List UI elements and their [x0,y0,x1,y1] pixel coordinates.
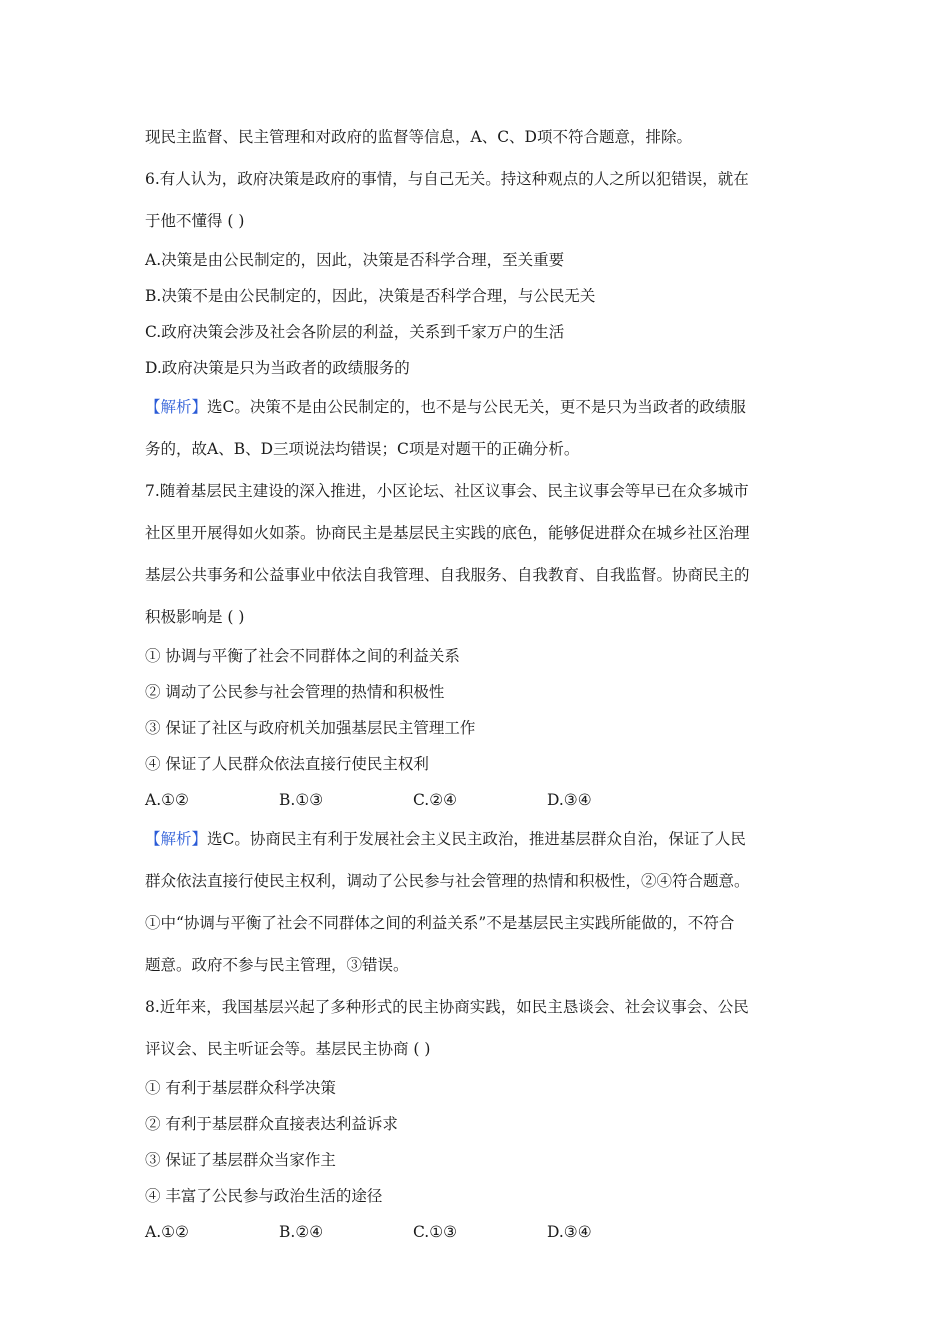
q6-option-b: B.决策不是由公民制定的，因此，决策是否科学合理，与公民无关 [145,287,596,305]
q8-option-a: A.①② [145,1223,189,1241]
q6-stem-line-1: 6.有人认为，政府决策是政府的事情，与自己无关。持这种观点的人之所以犯错误，就在 [145,170,749,188]
q8-option-b: B.②④ [279,1223,324,1241]
q8-stem-line-2: 评议会、民主听证会等。基层民主协商 ( ) [145,1040,431,1058]
q7-analysis-line-2: 群众依法直接行使民主权利，调动了公民参与社会管理的热情和积极性，②④符合题意。 [145,872,750,890]
q7-analysis-line-3: ①中“协调与平衡了社会不同群体之间的利益关系”不是基层民主实践所能做的，不符合 [145,914,735,932]
q7-analysis-text-1: 选C。协商民主有利于发展社会主义民主政治，推进基层群众自治，保证了人民 [207,830,746,848]
q7-options-row [145,782,810,818]
q7-item-1: ① 协调与平衡了社会不同群体之间的利益关系 [145,647,460,665]
q7-stem-line-2: 社区里开展得如火如荼。协商民主是基层民主实践的底色，能够促进群众在城乡社区治理 [145,524,750,542]
q8-option-d: D.③④ [547,1223,592,1241]
q7-item-4: ④ 保证了人民群众依法直接行使民主权利 [145,755,429,773]
q6-option-a: A.决策是由公民制定的，因此，决策是否科学合理，至关重要 [145,251,565,269]
document-page [145,116,810,1250]
q6-analysis-line-2: 务的，故A、B、D三项说法均错误；C项是对题干的正确分析。 [145,440,580,458]
q7-analysis-line-4: 题意。政府不参与民主管理，③错误。 [145,956,409,974]
q8-item-1: ① 有利于基层群众科学决策 [145,1079,336,1097]
q7-item-2: ② 调动了公民参与社会管理的热情和积极性 [145,683,445,701]
q6-analysis-text-1: 选C。决策不是由公民制定的，也不是与公民无关，更不是只为当政者的政绩服 [207,398,746,416]
q8-item-2: ② 有利于基层群众直接表达利益诉求 [145,1115,398,1133]
q8-options-row [145,1214,810,1250]
q7-option-c: C.②④ [413,791,458,809]
q8-item-4: ④ 丰富了公民参与政治生活的途径 [145,1187,383,1205]
q8-item-3: ③ 保证了基层群众当家作主 [145,1151,336,1169]
analysis-label: 【解析】 [145,398,208,416]
q6-option-c: C.政府决策会涉及社会各阶层的利益，关系到千家万户的生活 [145,323,565,341]
q7-option-a: A.①② [145,791,189,809]
q7-stem-line-3: 基层公共事务和公益事业中依法自我管理、自我服务、自我教育、自我监督。协商民主的 [145,566,750,584]
q6-analysis-line-1 [145,386,810,428]
q6-stem-line-2: 于他不懂得 ( ) [145,212,245,230]
q7-stem-line-4: 积极影响是 ( ) [145,608,245,626]
q7-analysis-line-1 [145,818,810,860]
q6-option-d: D.政府决策是只为当政者的政绩服务的 [145,359,410,377]
q7-stem-line-1: 7.随着基层民主建设的深入推进，小区论坛、社区议事会、民主议事会等早已在众多城市 [145,482,749,500]
q7-option-b: B.①③ [279,791,324,809]
intro-tail: 现民主监督、民主管理和对政府的监督等信息，A、C、D项不符合题意，排除。 [145,128,692,146]
q7-item-3: ③ 保证了社区与政府机关加强基层民主管理工作 [145,719,476,737]
q8-option-c: C.①③ [413,1223,458,1241]
q8-stem-line-1: 8.近年来，我国基层兴起了多种形式的民主协商实践，如民主恳谈会、社会议事会、公民 [145,998,749,1016]
analysis-label: 【解析】 [145,830,208,848]
q7-option-d: D.③④ [547,791,592,809]
